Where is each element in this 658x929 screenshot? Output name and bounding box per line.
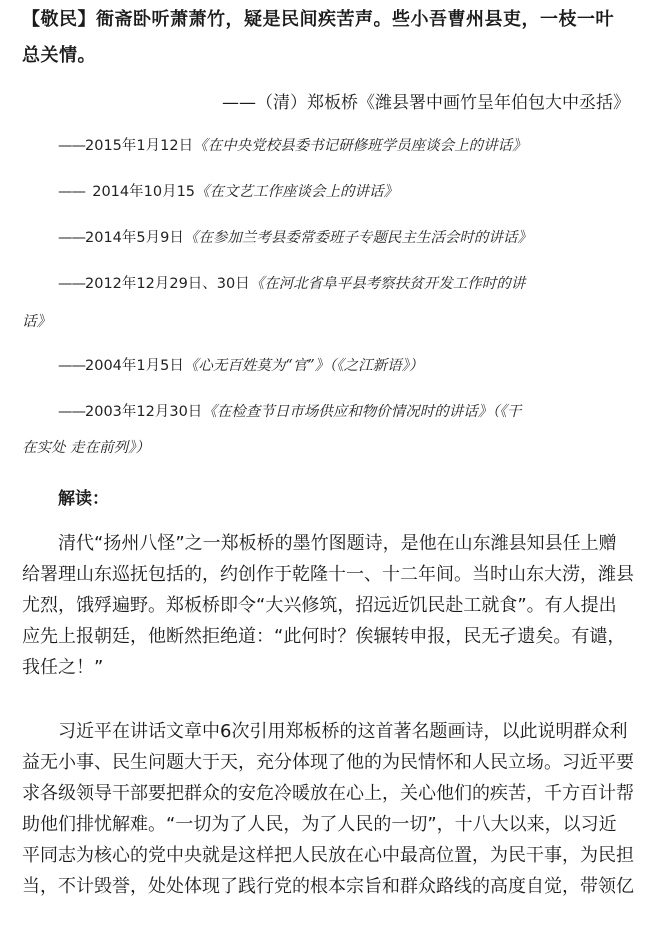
paragraph-line: 平同志为核心的党中央就是这样把人民放在心中最高位置，为民干事，为民担 <box>22 845 634 866</box>
source-title: 《心无百姓莫为“官”》（《之江新语》） <box>183 358 424 374</box>
source-date: 2004年1月5日 <box>85 358 184 374</box>
source-date: 2014年5月9日 <box>85 230 184 246</box>
source-dash: —— <box>58 276 85 292</box>
source-dash: —— <box>58 230 85 246</box>
source-dash: —— <box>58 184 93 200</box>
paragraph-line: 清代“扬州八怪”之一郑板桥的墨竹图题诗，是他在山东潍县知县任上赠 <box>22 533 617 554</box>
source-line-3 <box>58 226 532 247</box>
paragraph-line: 习近平在讲话文章中6次引用郑板桥的这首著名题画诗，以此说明群众利 <box>22 721 628 742</box>
source-line-6-continuation: 在实处 走在前列》） <box>22 440 150 456</box>
poem-attribution: ——（清）郑板桥《潍县署中画竹呈年伯包大中丞括》 <box>222 93 630 113</box>
source-title: 《在河北省阜平县考察扶贫开发工作时的讲 <box>249 276 526 292</box>
reading-paragraph-1 <box>22 528 644 683</box>
source-line-4-continuation: 话》 <box>22 314 51 330</box>
source-title: 《在文艺工作座谈会上的讲话》 <box>195 184 399 200</box>
paragraph-line: 助他们排忧解难。“一切为了人民，为了人民的一切”，十八大以来，以习近 <box>22 814 617 835</box>
paragraph-line: 给署理山东巡抚包括的，约创作于乾隆十一、十二年间。当时山东大涝，潍县 <box>22 564 634 585</box>
paragraph-line: 应先上报朝廷，他断然拒绝道：“此何时？俟辗转申报，民无孑遗矣。有谴， <box>22 626 626 647</box>
paragraph-line: 益无小事、民生问题大于天，充分体现了他的为民情怀和人民立场。习近平要 <box>22 752 634 773</box>
source-date: 2015年1月12日 <box>85 138 194 154</box>
source-line-5 <box>58 354 423 375</box>
paragraph-line: 当，不计毁誉，处处体现了践行党的根本宗旨和群众路线的高度自觉，带领亿 <box>22 876 634 897</box>
source-title: 《在中央党校县委书记研修班学员座谈会上的讲话》 <box>193 138 527 154</box>
source-line-1 <box>58 134 527 155</box>
source-title: 《在检查节日市场供应和物价情况时的讲话》（《干 <box>202 404 522 420</box>
source-dash: —— <box>58 138 85 154</box>
reading-heading: 解读： <box>58 489 109 509</box>
source-title: 《在参加兰考县委常委班子专题民主生活会时的讲话》 <box>183 230 532 246</box>
source-dash: —— <box>58 404 85 420</box>
paragraph-line: 我任之！” <box>22 657 104 678</box>
source-line-4 <box>58 272 525 293</box>
source-line-2 <box>58 180 398 201</box>
poem-quote <box>22 2 642 74</box>
poem-line-1: 【敬民】衙斋卧听萧萧竹，疑是民间疾苦声。些小吾曹州县吏，一枝一叶 <box>22 9 614 30</box>
paragraph-line: 尤烈，饿殍遍野。郑板桥即令“大兴修筑，招远近饥民赴工就食”。有人提出 <box>22 595 617 616</box>
poem-line-2: 总关情。 <box>22 45 96 66</box>
paragraph-line: 求各级领导干部要把群众的安危冷暖放在心上，关心他们的疾苦，千方百计帮 <box>22 783 634 804</box>
source-dash: —— <box>58 358 85 374</box>
source-line-6 <box>58 400 521 421</box>
reading-paragraph-2 <box>22 716 644 902</box>
source-date: 2014年10月15 <box>92 184 196 200</box>
source-date: 2003年12月30日 <box>85 404 203 420</box>
source-date: 2012年12月29日、30日 <box>85 276 250 292</box>
